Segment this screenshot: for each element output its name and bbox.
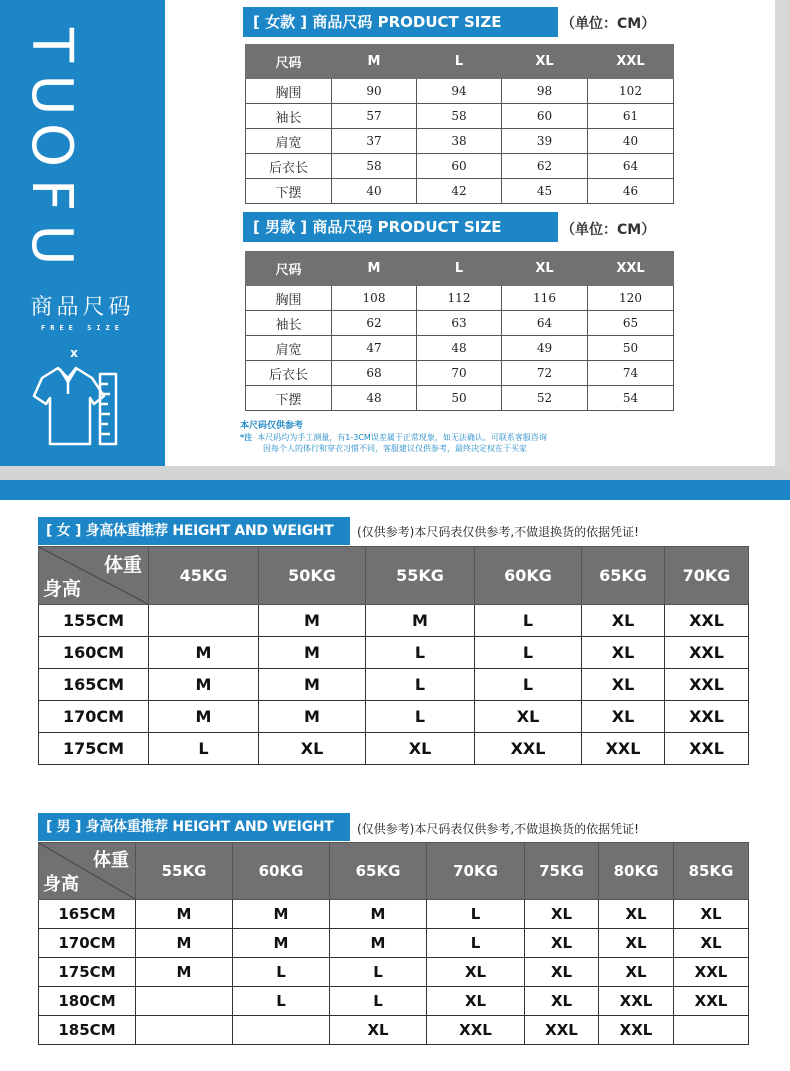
divider-band [0, 480, 790, 500]
table-row [246, 104, 674, 129]
note-line-1 [240, 432, 547, 443]
measure-cell: 60 [417, 154, 502, 179]
measure-cell: 40 [588, 129, 674, 154]
measure-cell: 40 [332, 179, 417, 204]
men-size-title: [ 男款 ] 商品尺码 PRODUCT SIZE [243, 212, 558, 242]
table-row [39, 1016, 749, 1045]
size-cell: XL [582, 605, 665, 637]
size-cell: M [259, 669, 366, 701]
header-cell: L [417, 252, 502, 286]
measure-cell: 57 [332, 104, 417, 129]
brand-title: 商品尺码 [30, 295, 135, 320]
size-cell: L [475, 605, 582, 637]
brand-subtitle: FREE SIZE [41, 324, 124, 332]
size-cell [149, 605, 259, 637]
measure-cell: 64 [588, 154, 674, 179]
size-cell: L [475, 637, 582, 669]
measure-cell: 61 [588, 104, 674, 129]
size-cell: M [259, 701, 366, 733]
corner-height-label: 身高 [43, 578, 82, 600]
table-row [39, 987, 749, 1016]
measure-cell: 58 [332, 154, 417, 179]
weight-header: 55KG [366, 547, 475, 605]
measure-cell: 102 [588, 79, 674, 104]
size-cell: L [427, 929, 525, 958]
women-hw-note: (仅供参考)本尺码表仅供参考,不做退换货的依据凭证! [357, 525, 639, 539]
brand-letter: O [19, 122, 84, 168]
header-cell: 尺码 [246, 45, 332, 79]
size-cell [233, 1016, 330, 1045]
row-label: 肩宽 [246, 336, 332, 361]
row-label: 袖长 [246, 104, 332, 129]
height-label: 165CM [39, 669, 149, 701]
weight-header: 45KG [149, 547, 259, 605]
brand-wordmark [19, 20, 86, 270]
size-cell: XXL [665, 701, 749, 733]
size-cell: XL [674, 929, 749, 958]
size-cell: XL [525, 987, 599, 1016]
size-cell: L [366, 701, 475, 733]
measure-cell: 98 [502, 79, 588, 104]
size-cell: XXL [665, 637, 749, 669]
men-hw-title: [ 男 ] 身高体重推荐 HEIGHT AND WEIGHT [38, 813, 350, 841]
weight-header: 75KG [525, 843, 599, 900]
women-size-table [245, 44, 674, 204]
size-cell: XXL [674, 958, 749, 987]
height-label: 160CM [39, 637, 149, 669]
women-hw-table [38, 546, 749, 765]
size-cell: XXL [665, 605, 749, 637]
women-hw-title: [ 女 ] 身高体重推荐 HEIGHT AND WEIGHT [38, 517, 350, 545]
measure-cell: 48 [332, 386, 417, 411]
size-cell [136, 987, 233, 1016]
corner-cell [39, 843, 136, 900]
measure-cell: 47 [332, 336, 417, 361]
corner-height-label: 身高 [43, 874, 79, 895]
weight-header: 85KG [674, 843, 749, 900]
table-row [246, 79, 674, 104]
size-cell: L [366, 637, 475, 669]
measure-cell: 108 [332, 286, 417, 311]
row-label: 袖长 [246, 311, 332, 336]
header-cell: L [417, 45, 502, 79]
size-cell: XL [525, 958, 599, 987]
size-cell: XXL [674, 987, 749, 1016]
weight-header: 70KG [427, 843, 525, 900]
size-cell: XXL [475, 733, 582, 765]
weight-header: 65KG [582, 547, 665, 605]
size-cell: M [149, 669, 259, 701]
women-size-unit: （单位：CM） [561, 16, 656, 32]
size-cell: XXL [582, 733, 665, 765]
measure-cell: 39 [502, 129, 588, 154]
men-hw-table [38, 842, 749, 1045]
table-row [39, 637, 749, 669]
measure-cell: 37 [332, 129, 417, 154]
size-cell: M [259, 605, 366, 637]
table-row [246, 361, 674, 386]
header-cell: M [332, 252, 417, 286]
size-cell: L [366, 669, 475, 701]
row-label: 下摆 [246, 386, 332, 411]
table-row [39, 958, 749, 987]
size-cell: L [233, 958, 330, 987]
measure-cell: 62 [502, 154, 588, 179]
measure-cell: 68 [332, 361, 417, 386]
measure-cell: 58 [417, 104, 502, 129]
weight-header: 60KG [475, 547, 582, 605]
header-cell: XL [502, 45, 588, 79]
measure-cell: 63 [417, 311, 502, 336]
measure-cell: 46 [588, 179, 674, 204]
brand-panel [0, 0, 165, 466]
brand-mark: x [70, 346, 78, 360]
measure-cell: 50 [588, 336, 674, 361]
size-cell: M [330, 900, 427, 929]
size-cell: XL [475, 701, 582, 733]
size-cell: XL [599, 958, 674, 987]
measure-cell: 52 [502, 386, 588, 411]
row-label: 后衣长 [246, 154, 332, 179]
size-cell: XL [582, 701, 665, 733]
measure-cell: 120 [588, 286, 674, 311]
measure-cell: 42 [417, 179, 502, 204]
size-cell [674, 1016, 749, 1045]
measure-cell: 38 [417, 129, 502, 154]
size-cell: XXL [427, 1016, 525, 1045]
weight-header: 65KG [330, 843, 427, 900]
size-cell: M [136, 958, 233, 987]
measure-cell: 90 [332, 79, 417, 104]
header-cell: XXL [588, 45, 674, 79]
brand-letter: T [19, 27, 84, 63]
table-row [246, 286, 674, 311]
brand-letter: F [19, 178, 84, 212]
header-cell: XL [502, 252, 588, 286]
brand-letter: U [19, 224, 84, 266]
table-row [39, 900, 749, 929]
table-row [246, 386, 674, 411]
measure-cell: 116 [502, 286, 588, 311]
measure-cell: 49 [502, 336, 588, 361]
measure-cell: 60 [502, 104, 588, 129]
right-edge-strip [775, 0, 790, 466]
measure-cell: 50 [417, 386, 502, 411]
size-cell: XXL [525, 1016, 599, 1045]
note-text: 本尺码均为手工测量，有1-3CM误差属于正常现象，如无法确认，可联系客服咨询 [257, 433, 547, 442]
size-cell: M [233, 929, 330, 958]
measure-cell: 65 [588, 311, 674, 336]
note-line-2: 因每个人的体行和穿衣习惯不同，客服建议仅供参考，最终决定权在于买家 [263, 444, 527, 453]
size-cell: XL [599, 900, 674, 929]
measure-cell: 72 [502, 361, 588, 386]
measure-cell: 74 [588, 361, 674, 386]
table-row [246, 129, 674, 154]
size-cell: M [366, 605, 475, 637]
size-cell: XL [427, 987, 525, 1016]
size-cell: XL [330, 1016, 427, 1045]
size-cell: L [233, 987, 330, 1016]
table-row [39, 669, 749, 701]
measure-cell: 45 [502, 179, 588, 204]
size-cell: XL [582, 637, 665, 669]
size-cell: L [330, 987, 427, 1016]
size-cell: XL [366, 733, 475, 765]
header-cell: M [332, 45, 417, 79]
women-size-title: [ 女款 ] 商品尺码 PRODUCT SIZE [243, 7, 558, 37]
height-label: 185CM [39, 1016, 136, 1045]
size-cell: L [149, 733, 259, 765]
size-cell: M [233, 900, 330, 929]
weight-header: 70KG [665, 547, 749, 605]
table-row [246, 179, 674, 204]
measure-cell: 94 [417, 79, 502, 104]
size-cell: M [149, 701, 259, 733]
shirt-ruler-icon [20, 360, 140, 450]
header-cell: XXL [588, 252, 674, 286]
weight-header: 50KG [259, 547, 366, 605]
size-cell: XXL [599, 987, 674, 1016]
measure-cell: 70 [417, 361, 502, 386]
height-label: 165CM [39, 900, 136, 929]
table-row [246, 154, 674, 179]
size-cell: M [136, 900, 233, 929]
measure-cell: 112 [417, 286, 502, 311]
size-cell: M [330, 929, 427, 958]
brand-letter: U [19, 74, 84, 116]
row-label: 胸围 [246, 286, 332, 311]
size-cell: M [136, 929, 233, 958]
size-cell: M [259, 637, 366, 669]
measure-cell: 48 [417, 336, 502, 361]
note-heading: 本尺码仅供参考 [240, 421, 304, 431]
size-cell: XXL [665, 733, 749, 765]
table-row [246, 336, 674, 361]
height-label: 170CM [39, 929, 136, 958]
measure-cell: 62 [332, 311, 417, 336]
height-label: 170CM [39, 701, 149, 733]
table-row [246, 311, 674, 336]
size-cell: XL [259, 733, 366, 765]
size-cell: XL [427, 958, 525, 987]
size-cell: XL [525, 900, 599, 929]
size-cell: M [149, 637, 259, 669]
size-cell: L [330, 958, 427, 987]
size-cell: XL [582, 669, 665, 701]
size-cell: XXL [599, 1016, 674, 1045]
corner-weight-label: 体重 [103, 554, 142, 576]
size-cell: XL [674, 900, 749, 929]
weight-header: 55KG [136, 843, 233, 900]
header-cell: 尺码 [246, 252, 332, 286]
divider-stripe [0, 466, 790, 480]
men-hw-note: (仅供参考)本尺码表仅供参考,不做退换货的依据凭证! [357, 822, 639, 836]
men-size-unit: （单位：CM） [561, 222, 656, 238]
table-row [39, 929, 749, 958]
table-row [39, 605, 749, 637]
height-label: 180CM [39, 987, 136, 1016]
measure-cell: 54 [588, 386, 674, 411]
corner-cell [39, 547, 149, 605]
row-label: 胸围 [246, 79, 332, 104]
row-label: 后衣长 [246, 361, 332, 386]
corner-weight-label: 体重 [93, 850, 129, 871]
table-row [39, 733, 749, 765]
weight-header: 80KG [599, 843, 674, 900]
note-marker: *注 [240, 433, 253, 442]
size-cell: L [427, 900, 525, 929]
size-cell: XXL [665, 669, 749, 701]
height-label: 175CM [39, 733, 149, 765]
height-label: 175CM [39, 958, 136, 987]
table-row [39, 701, 749, 733]
row-label: 下摆 [246, 179, 332, 204]
weight-header: 60KG [233, 843, 330, 900]
row-label: 肩宽 [246, 129, 332, 154]
height-label: 155CM [39, 605, 149, 637]
measure-cell: 64 [502, 311, 588, 336]
size-cell: XL [525, 929, 599, 958]
men-size-table [245, 251, 674, 411]
size-cell: L [475, 669, 582, 701]
size-cell: XL [599, 929, 674, 958]
size-cell [136, 1016, 233, 1045]
